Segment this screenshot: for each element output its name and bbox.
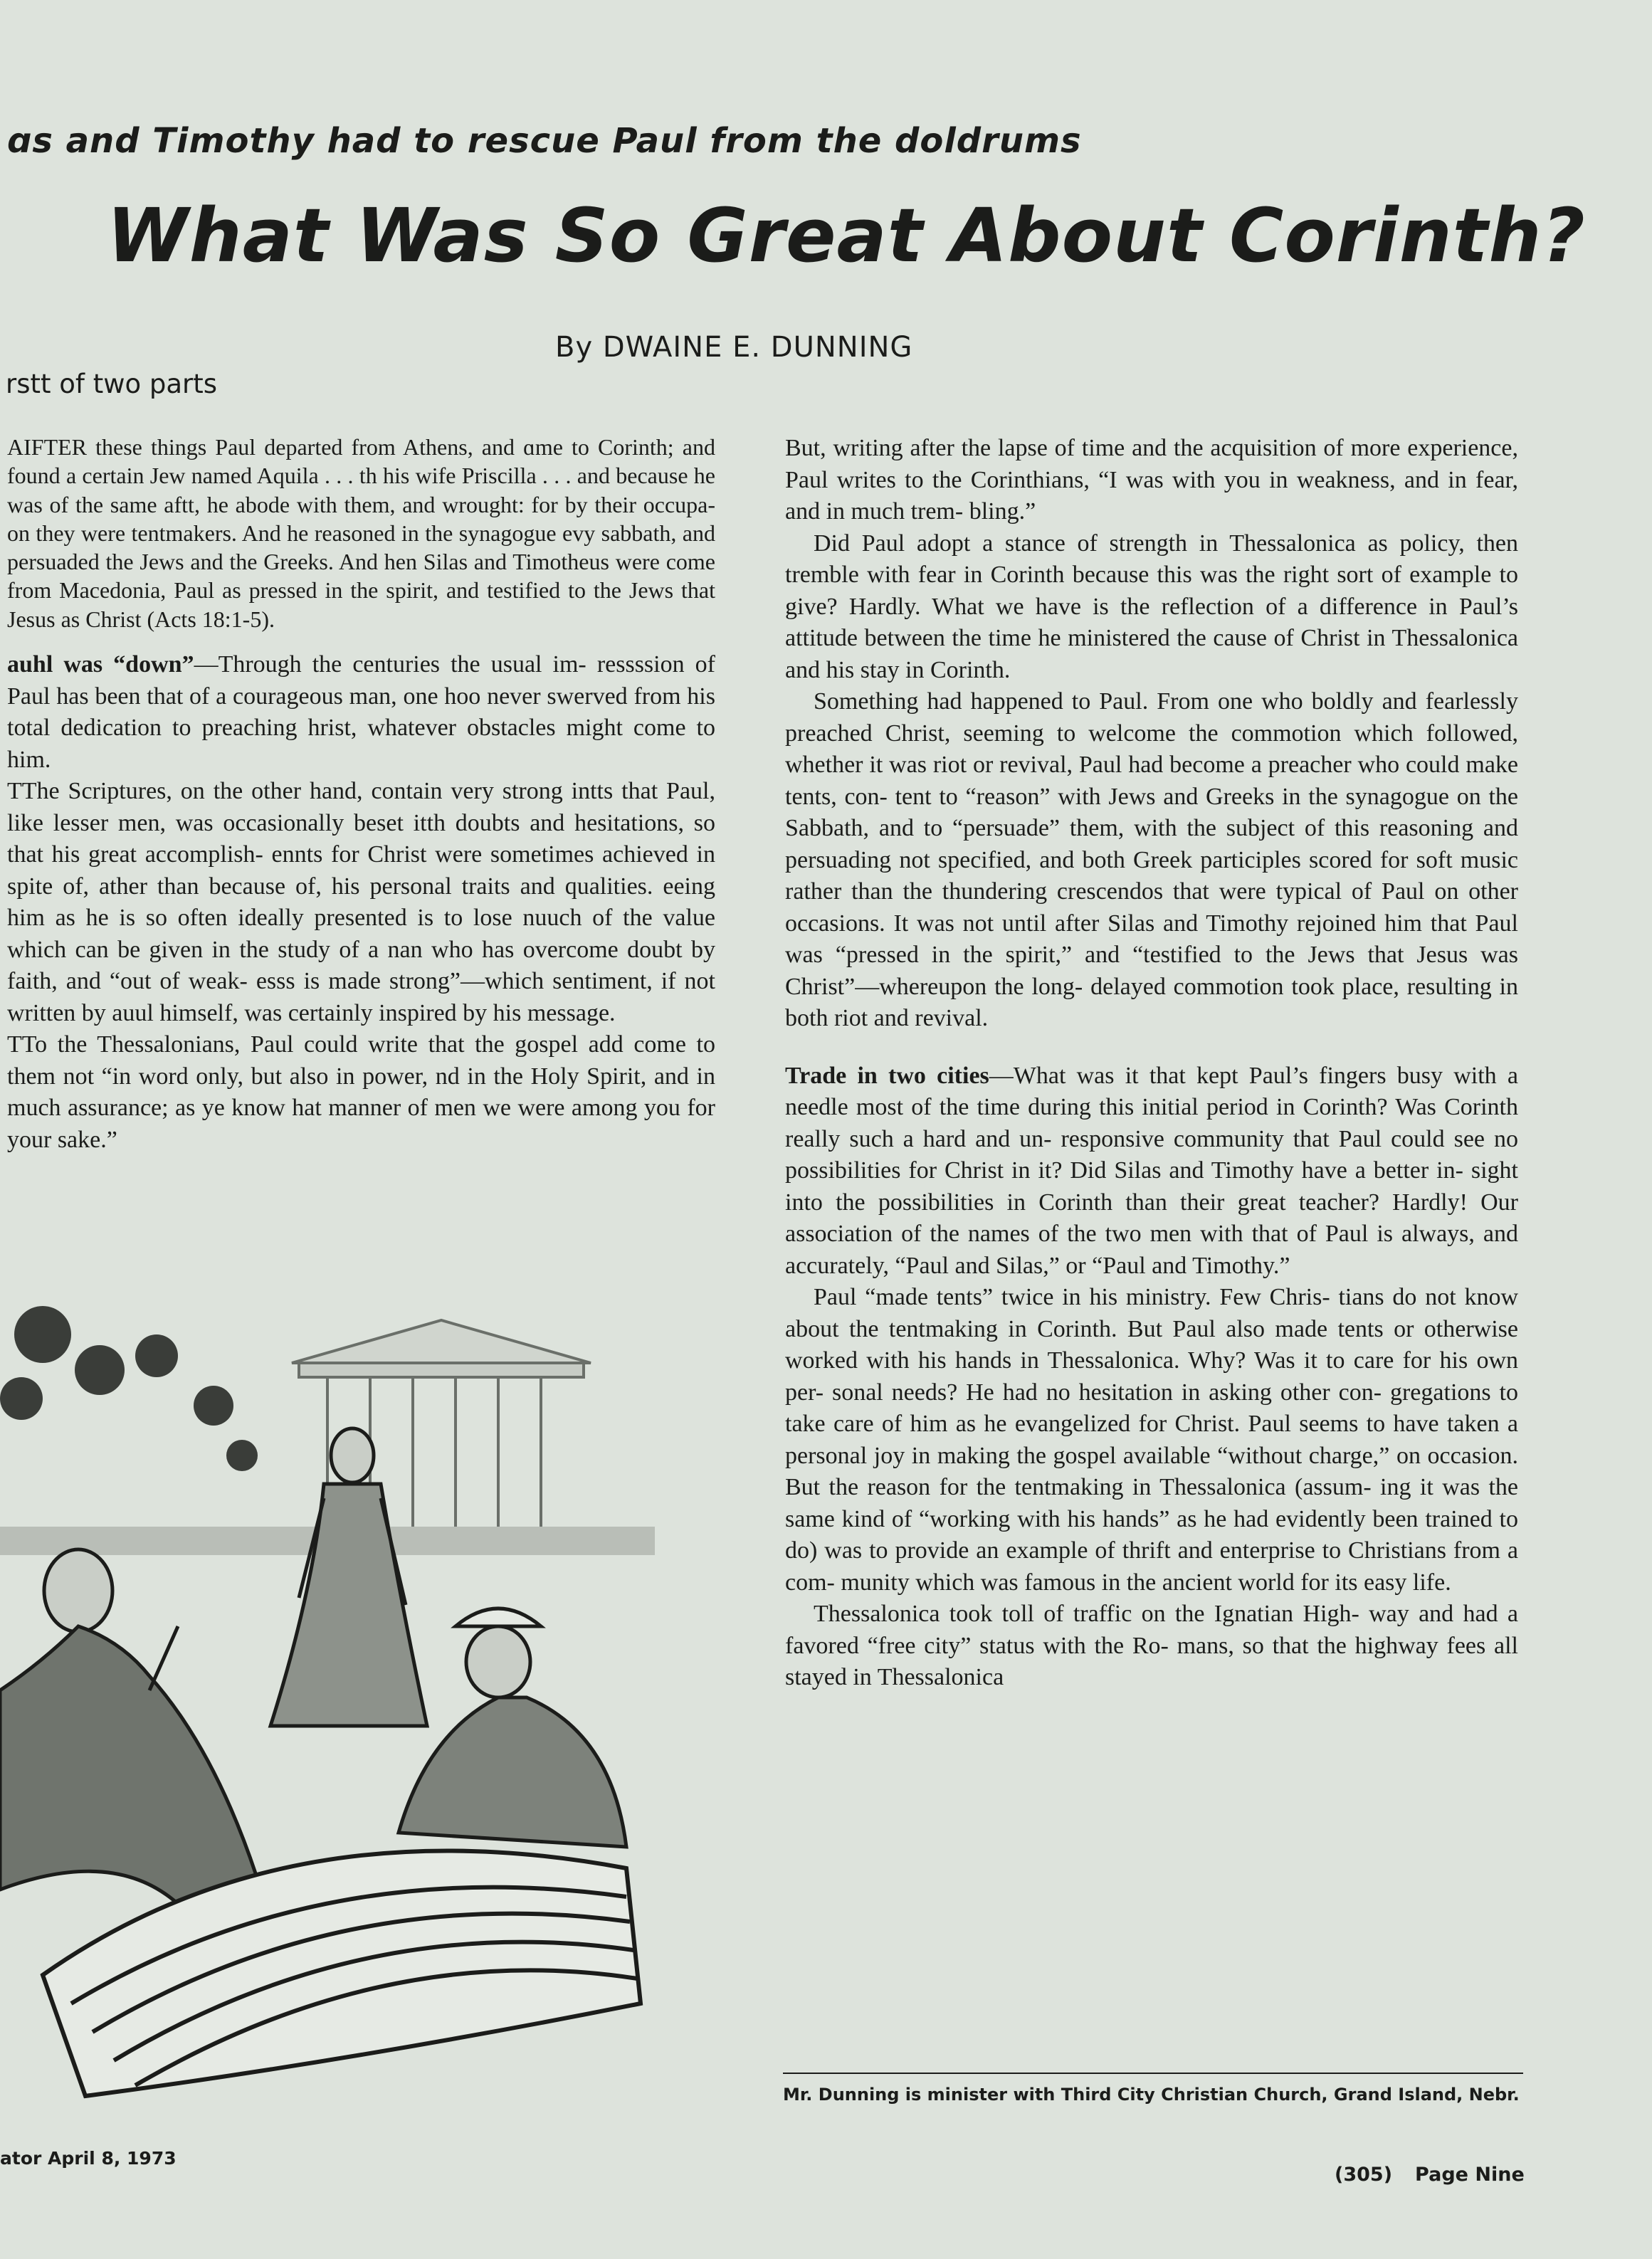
left-column	[7, 433, 715, 1156]
author-footnote: Mr. Dunning is minister with Third City Christian Church, Grand Island, Nebr.	[783, 2073, 1523, 2105]
right-column	[785, 433, 1518, 1694]
page-number: (305)	[1335, 2164, 1393, 2186]
page-footer	[1335, 2164, 1525, 2186]
paragraph: TThe Scriptures, on the other hand, contain very strong intts that Paul, like lesser men, was occasionally beset itth doubts and hesitations, so that his great accomplish- ennts for Christ were sometimes achieved in spite of, ather than because of, his personal traits and qualities. eeing him as he is so often ideally presented is to lose nuuch of the value which can be given in the study of a nan who has overcome doubt by faith, and “out of weak- esss is made strong”—which sentiment, if not written by auul himself, was certainly inspired by his message.	[7, 778, 715, 1026]
paragraph: Did Paul adopt a stance of strength in Thessalonica as policy, then tremble with fear in Corinth because this was the right sort of example to give? Hardly. What we have is the reflection of a difference in Paul’s attitude between the time he ministered the cause of Christ in Thessalonica and his stay in Corinth.	[785, 530, 1518, 683]
series-note: rstt of two parts	[6, 369, 218, 399]
run-in-heading: auhl was “down”	[7, 651, 194, 678]
article-title: What Was So Great About Corinth?	[107, 192, 1586, 279]
paragraph: But, writing after the lapse of time and the acquisition of more experience, Paul writes to the Corinthians, “I was with you in weakness, and in fear, and in much trem- bling.”	[785, 435, 1518, 525]
scripture-quote: AIFTER these things Paul departed from Athens, and ɑme to Corinth; and found a certain Jew named Aquila . . . th his wife Priscilla . . . and because he was of the same aftt, he abode with them, and wrought: for by their occupa- on they were tentmakers. And he reasoned in the synagogue evy sabbath, and persuaded the Jews and the Greeks. And hen Silas and Timotheus were come from Macedonia, Paul as pressed in the spirit, and testified to the Jews that Jesus as Christ (Acts 18:1-5).	[7, 434, 715, 632]
paragraph: Thessalonica took toll of traffic on the Ignatian High- way and had a favored “free city” status with the Ro- mans, so that the highway fees all stayed in Thessalonica	[785, 1601, 1518, 1690]
article-kicker: ɑs and Timothy had to rescue Paul from the doldrums	[7, 121, 1082, 161]
paragraph-text: —What was it that kept Paul’s fingers busy with a needle most of the time during this initial period in Corinth? Was Corinth really such a hard and un- responsive community that Paul could see no possibilities for Christ in it? Did Silas and Timothy have a better in- sight into the possibilities in Corinth than their great teacher? Hardly! Our association of the names of the two men with that of Paul is always, and accurately, “Paul and Silas,” or “Paul and Timothy.”	[785, 1062, 1518, 1279]
page-label: Page Nine	[1415, 2164, 1525, 2186]
footer-date: ator April 8, 1973	[0, 2148, 177, 2169]
paragraph-text: —Through the centuries the usual im- ressssion of Paul has been that of a courageous man, one hoo never swerved from his total dedication to preaching hrist, whatever obstacles might come to him.	[7, 651, 715, 773]
run-in-heading: Trade in two cities	[785, 1062, 989, 1089]
illustration	[0, 1292, 655, 2110]
paragraph	[785, 1060, 1518, 1283]
paragraph: Paul “made tents” twice in his ministry. Few Chris- tians do not know about the tentmaking in Corinth. But Paul also made tents or otherwise worked with his hands in Thessalonica. Why? Was it to care for his own per- sonal needs? He had no hesitation in asking other con- gregations to take care of him as he evangelized for Christ. Paul seems to have taken a personal joy in making the gospel available “without charge,” on occasion. But the reason for the tentmaking in Thessalonica (assum- ing it was the same kind of “working with his hands” as he had evidently been trained to do) was to provide an example of thrift and enterprise to Christians from a com- munity which was famous in the ancient world for its easy life.	[785, 1284, 1518, 1596]
paragraph	[7, 649, 715, 776]
byline: By DWAINE E. DUNNING	[555, 331, 913, 364]
paragraph: Something had happened to Paul. From one who boldly and fearlessly preached Christ, seeming to welcome the commotion which followed, whether it was riot or revival, Paul had become a preacher who could make tents, con- tent to “reason” with Jews and Greeks in the synagogue on the Sabbath, and to “persuade” them, with the subject of this reasoning and persuading not specified, and both Greek participles scored for soft music rather than the thundering crescendos that were typical of Paul on other occasions. It was not until after Silas and Timothy rejoined him that Paul was “pressed in the spirit,” and “testified to the Jews that Jesus was Christ”—whereupon the long- delayed commotion took place, resulting in both riot and revival.	[785, 688, 1518, 1031]
paragraph: TTo the Thessalonians, Paul could write that the gospel add come to them not “in word only, but also in power, nd in the Holy Spirit, and in much assurance; as ye know hat manner of men we were among you for your sake.”	[7, 1031, 715, 1153]
